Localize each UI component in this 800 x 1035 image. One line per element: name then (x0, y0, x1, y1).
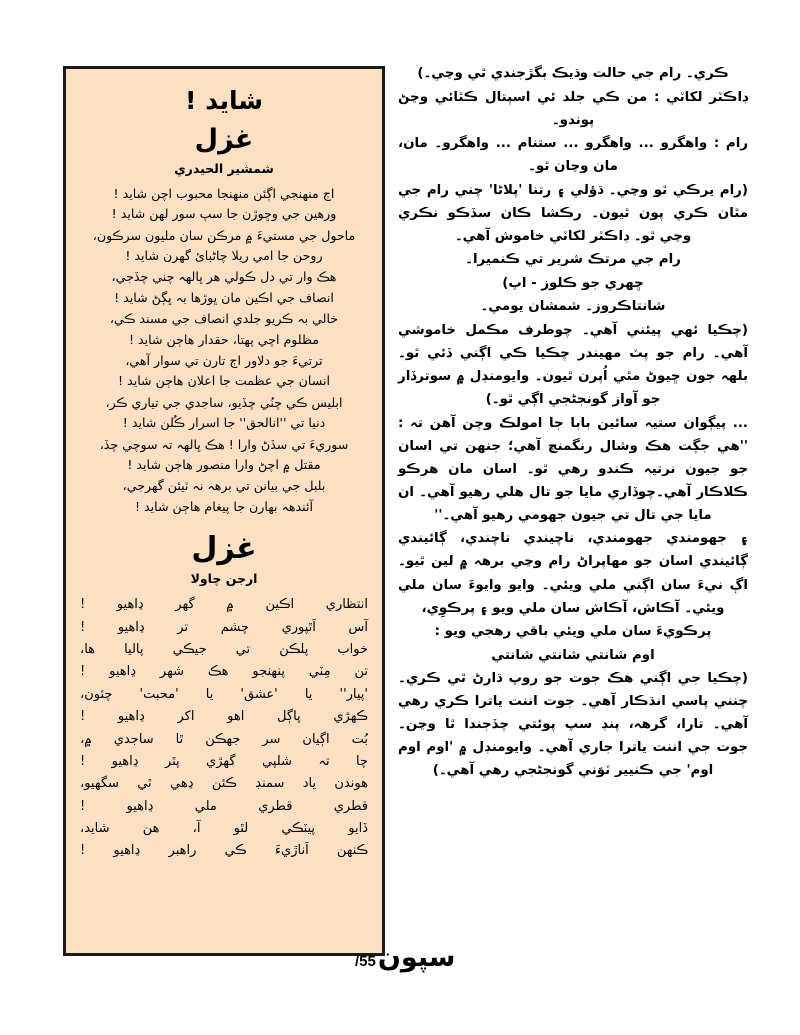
page-number: 55/ (355, 953, 376, 970)
couplet (76, 393, 372, 434)
couplet (76, 639, 372, 684)
prose-paragraph: ۽ جهومندي جهومندي، ناچيندي ناچندي، ڳائيندي ڳائيندي اسان جو مهاپراڻ رام وڃي برهہ ۾ لين ٿيو۔ اڳ نيءَ سان اڳني ملي ويئي۔ وايو وايوءَ سان ملي ويئي۔ آڪاش، آڪاش سان ملي ويو ۽ پرڪوِي، (398, 531, 748, 616)
prose-paragraph: (رام يرڪي ٿو وڃي۔ ڌؤلي ۽ رتنا 'پلاڻا' چني رام جي مٿان ڪري پون ٿيون۔ رڪشا ڪان سڏڪو نڪري وڃي ٿو۔ ڊاڪٽر لکاٽي خاموش آهي۔ (398, 182, 748, 244)
ghazal-1-title: شايد ! (185, 86, 263, 115)
prose-paragraph: (چڪيا جي اڳني هڪ جوت جو روپ ڌارڻ ٿي ڪري۔ چنني پاسي انڌڪار آهي۔ جوت اننت ياترا ڪري رهي آهي۔ تارا، گرهہ، پنڊ سپ پوئتي چڏجندا ٿا وڃن۔ جوت جي اننت ياترا جاري آهي۔ وايومنڊل ۾ 'اوم اوم اوم' جي ڪنيير ٽوَني گونجڻجي رهي آهي۔) (398, 671, 748, 779)
couplet (76, 351, 372, 392)
couplet (76, 818, 372, 863)
couplet (76, 184, 372, 225)
ghazal-2-author: ارجن چاولا (190, 571, 258, 587)
verse-line: 'پيار'' يا 'عشق' يا 'محبت' چئون، (80, 686, 368, 702)
verse-line: مقتل ۾ اچڻ وارا منصور هاڄن شايد ! (127, 456, 321, 472)
verse-line: انسان جي عظمت جا اعلان هاڄن شايد ! (118, 373, 330, 389)
couplet (76, 267, 372, 308)
couplet (76, 435, 372, 476)
prose-paragraph: رام جي مرتڪ شرير تي ڪنميرا۔ (465, 252, 681, 268)
verse-line: چا تہ شلپي گهڙي پٿر ڍاهيو ! (80, 753, 368, 769)
verse-line: روحن جا امي ريلا چاڻبائ گهرن شايد ! (125, 248, 323, 264)
prose-paragraph: پرڪويءَ سان ملي ويئي باقي رهجي ويو : (434, 624, 712, 640)
couplet (76, 226, 372, 267)
verse-line: اڄ منهنجي اڳئن منهنجا محبوب اچن شايد ! (113, 185, 335, 201)
verse-line: ترتيءَ جو دلاور اڄ تارن تي سوار آهي، (125, 353, 323, 369)
verse-line: ڏايو پيٽڪي لٿو آ، هن شايد، (80, 820, 368, 836)
poetry-box (63, 66, 385, 956)
prose-paragraph: ڊاڪٽر لکاٽي : من ڪي جلد ئي اسپتال ڪٿائي وڃڻ پوندو۔ (398, 89, 748, 128)
magazine-name: سپون (377, 942, 456, 973)
prose-paragraph: رام : واهگرو ... واهگرو ... ستنام ... واهگرو۔ مان، مان وڃان ٿو۔ (398, 136, 748, 175)
verse-line: انتظاري اڪين ۾ گهر ڍاهيو ! (80, 597, 368, 613)
couplet (76, 476, 372, 517)
verse-line: خالي بہ ڪريو جلدي انصاف جي مسند ڪي، (109, 311, 339, 327)
verse-line: سوريءَ تي سڏڻ وارا ! هڪ ڀالهہ تہ سوچي چڏ، (99, 436, 349, 452)
verse-line: مظلوم اچي پهتا، حقدار هاڄن شايد ! (128, 331, 320, 347)
verse-line: قطري قطري ملي ڍاهيو ! (80, 798, 368, 814)
page-footer (355, 944, 455, 971)
ghazal-1-author: شمشير الحيدري (174, 160, 274, 176)
couplet (76, 684, 372, 729)
prose-paragraph: شانتاڪروز۔ شمشان يومي۔ (480, 299, 666, 315)
couplet (76, 309, 372, 350)
ghazal-2-genre-heading: غزل (191, 531, 257, 567)
prose-paragraph: (چڪيا ئهي پيئني آهي۔ چوطرف مڪمل خاموشي آهي۔ رام جو پٽ مهيندر چڪيا ڪي اڳني ڏئي ٿو۔ بلهہ جون ڇيوڻ مٿي اُپرن ٿيون۔ وايومنڊل ۾ سوترڏار جو آواز گونجڻجي اڳي ٿو۔) (398, 323, 748, 408)
verse-line: خواب پلڪن تي جيڪي پاليا ها، (80, 642, 368, 658)
couplet (76, 594, 372, 639)
verse-line: آس اَٿپوري چشم تر ڍاهيو ! (80, 619, 368, 635)
verse-line: هوندن ياد سمنڊ ڪئن ڍهي ٿي سگهيو، (80, 776, 368, 792)
verse-line: ابليس ڪي چنُي چڏيو، ساجدي جي تياري ڪر، (105, 394, 343, 410)
prose-column (398, 62, 748, 783)
couplet (76, 729, 372, 774)
verse-line: تن مِٽي پنهنجو هڪ شهر ڍاهيو ! (80, 664, 368, 680)
prose-paragraph: ڪري۔ رام جي حالت وڌيڪ بگڙجندي ٿي وڃي۔) (417, 66, 729, 81)
verse-line: آئندهہ بهارن جا پيغام هاڄن شايد ! (135, 498, 313, 514)
verse-line: ڪنهن اَناڙيءَ ڪي راهبر ڍاهيو ! (80, 843, 368, 859)
prose-paragraph: اوم شانتي شانتي شانتي (491, 647, 655, 663)
verse-line: بُت اڳيان سر جهڪن ٿا ساجدي ۾، (80, 731, 368, 747)
verse-line: بلبل جي بيانن تي برهہ نہ ٽيئن گهرجي، (122, 478, 326, 494)
verse-line: ماحول جي مستيءَ ۾ مرڪن سان مليون سرڪون، (92, 227, 356, 243)
ghazal-1-genre-heading: غزل (194, 124, 254, 156)
verse-line: ورهين جي وڇوڙن جا سپ سور لهن شايد ! (111, 206, 337, 222)
verse-line: انصاف جي اڪين مان ڀوڙها بہ ڀڳڻ شايد ! (114, 289, 334, 305)
verse-line: هڪ وار تي دل ڪولي هر ڀالهہ چني چڏجي، (111, 269, 337, 285)
ghazal-1-verses (76, 184, 372, 517)
couplet (76, 773, 372, 818)
prose-paragraph: ... پيڳوان ستيہ سائين بابا جا امولڪ وچن آهن تہ : ''هي جڳت هڪ وشال رنگمنچ آهي؛ جنهن تي اسان جو جيون نرتيہ ڪندو رهي ٿو۔ اسان مان هرڪو ڪلاڪار آهي۔چوڏاري مايا جو تال هلي رهيو آهي۔ ان مايا جي تال تي جيون جهومي رهيو آهي۔'' (398, 415, 748, 523)
verse-line: ڪهڙي پاڳل اهو اکر ڍاهيو ! (80, 709, 368, 725)
prose-paragraph: ڇهري جو ڪلوز - اپ) (502, 275, 644, 291)
verse-line: دنيا تي ''انالحق'' جا اسرار ڪُلن شايد ! (122, 415, 326, 431)
ghazal-2-verses (76, 594, 372, 862)
